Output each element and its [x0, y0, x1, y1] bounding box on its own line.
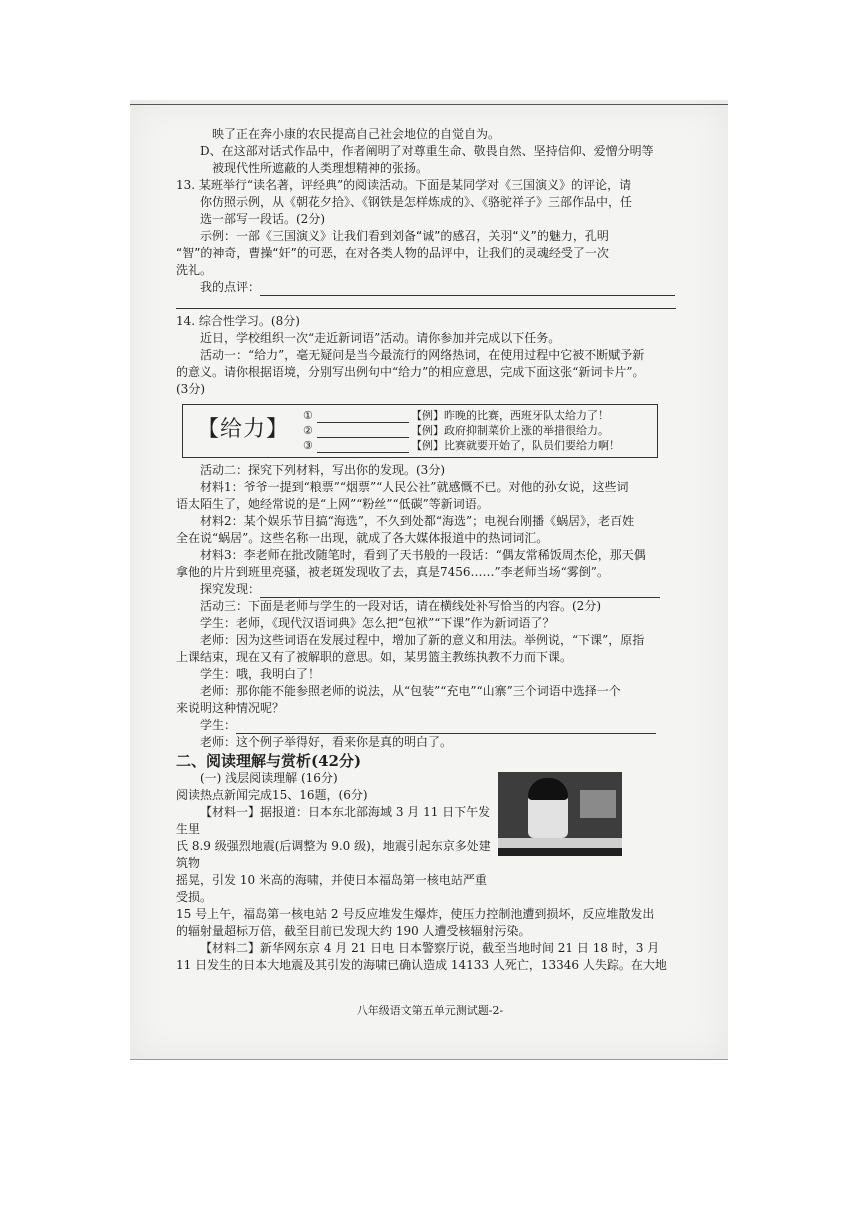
news-line: 的辐射量超标万倍，截至目前已发现大约 190 人遭受核辐射污染。 [176, 924, 531, 938]
activity1-line: (3分) [176, 382, 205, 396]
card-word: 【给力】 [197, 417, 290, 442]
activity1-line: 的意义。请你根据语境，分别写出例句中“给力”的相应意思，完成下面这张“新词卡片”。 [176, 365, 645, 379]
activity1-line: 活动一：“给力”，毫无疑问是当今最流行的网络热词，在使用过程中它被不断赋予新 [200, 348, 645, 362]
discovery-answer-line[interactable] [260, 585, 660, 598]
dialogue-line: 学生：哦，我明白了！ [200, 667, 321, 681]
card-example: 【例】昨晚的比赛，西班牙队太给力了！ [411, 409, 609, 422]
news-line: 摇晃，引发 10 米高的海啸，并使日本福岛第一核电站严重受损。 [176, 873, 487, 904]
page-footer: 八年级语文第五单元测试题-2- [356, 1004, 504, 1017]
question-12-13-block [176, 126, 676, 279]
my-comment-answer-line[interactable] [260, 283, 675, 296]
question-line: 选一部写一段话。(2分) [200, 212, 325, 226]
student-label: 学生： [200, 718, 237, 732]
material-line: 语太陌生了，她经常说的是“上网”“粉丝”“低碳”等新词语。 [176, 497, 489, 511]
dialogue-line: 老师：因为这些词语在发展过程中，增加了新的意义和用法。举例说，“下课”，原指 [200, 633, 645, 647]
dialogue-line: 老师：那你能不能参照老师的说法，从“包装”“充电”“山寨”三个词语中选择一个 [200, 684, 621, 698]
section-2-heading: 二、阅读理解与赏析(42分) [176, 752, 362, 770]
material-line: 拿他的片片到班里亮骚，被老斑发现收了去，真是7456……”李老师当场“雾倒”。 [176, 565, 609, 579]
q14-intro: 近日，学校组织一次“走近新词语”活动。请你参加并完成以下任务。 [200, 331, 561, 345]
card-row [303, 408, 648, 423]
page-content [176, 126, 676, 974]
teacher-closing: 老师：这个例子举得好，看来你是真的明白了。 [200, 735, 453, 749]
news-line: 【材料二】新华网东京 4 月 21 日电 日本警察厅说，截至当地时间 21 日 18 时，3 月 [200, 941, 660, 955]
news-line: 【材料一】据报道：日本东北部海域 3 月 11 日下午发生里 [176, 805, 491, 836]
question-line: 洗礼。 [176, 263, 213, 277]
my-comment-answer-line-2[interactable] [176, 298, 676, 309]
question-line: D、在这部对话式作品中，作者阐明了对尊重生命、敬畏自然、坚持信仰、爱憎分明等 [200, 144, 654, 158]
question-line: 示例：一部《三国演义》让我们看到刘备“诚”的感召，关羽“义”的魅力，孔明 [200, 229, 609, 243]
card-row-number: ① [303, 409, 313, 422]
material-line: 全在说“蜗居”。这些名称一出现，就成了各大媒体报道中的热词词汇。 [176, 531, 549, 545]
material-line: 材料3：李老师在批改随笔时，看到了天书般的一段话：“偶友常稀饭周杰伦，那天偶 [200, 548, 646, 562]
reading-intro: 阅读热点新闻完成15、16题，(6分) [176, 788, 368, 802]
activity3-title: 活动三：下面是老师与学生的一段对话，请在横线处补写恰当的内容。(2分) [200, 599, 602, 613]
card-row-number: ③ [303, 439, 313, 452]
material-line: 材料2：某个娱乐节目搞“海选”，不久到处都“海选”；电视台刚播《蜗居》，老百姓 [200, 514, 635, 528]
question-line: 13. 某班举行“读名著，评经典”的阅读活动。下面是某同学对《三国演义》的评论，请 [176, 178, 632, 192]
card-answer-blank[interactable] [317, 411, 409, 423]
discovery-label: 探究发现： [200, 582, 261, 596]
new-word-card [182, 404, 658, 458]
question-line: “智”的神奇，曹操“奸”的可恶，在对各类人物的品评中，让我们的灵魂经受了一次 [176, 246, 609, 260]
q14-title: 14. 综合性学习。(8分) [176, 314, 300, 328]
card-example: 【例】比赛就要开始了，队员们要给力啊！ [411, 439, 620, 452]
dialogue-block [176, 615, 676, 717]
question-line: 被现代性所遮蔽的人类理想精神的张扬。 [212, 161, 429, 175]
discovery-row [176, 581, 676, 598]
student-answer-row [176, 717, 676, 734]
news-material-1 [176, 804, 676, 940]
student-answer-line[interactable] [236, 721, 656, 734]
card-answer-blank[interactable] [317, 441, 409, 453]
my-comment-label: 我的点评： [200, 280, 261, 294]
question-line: 你仿照示例，从《朝花夕拾》、《钢铁是怎样炼成的》、《骆驼祥子》三部作品中，任 [200, 195, 633, 209]
card-row [303, 438, 648, 453]
dialogue-line: 学生：老师，《现代汉语词典》怎么把“包袱”“下课”作为新词语了？ [200, 616, 555, 630]
card-row-number: ② [303, 424, 313, 437]
activity2-title: 活动二：探究下列材料，写出你的发现。(3分) [200, 463, 445, 477]
card-answer-blank[interactable] [317, 426, 409, 438]
dialogue-line: 来说明这种情况呢？ [176, 701, 285, 715]
news-line: 15 号上午，福岛第一核电站 2 号反应堆发生爆炸，使压力控制池遭到损坏，反应堆散发出 [176, 907, 655, 921]
subsection-1-heading: (一) 浅层阅读理解 (16分) [200, 771, 338, 785]
card-example: 【例】政府抑制菜价上涨的举措很给力。 [411, 424, 609, 437]
news-line: 11 日发生的日本大地震及其引发的海啸已确认造成 14133 人死亡，13346 人失踪。在大地 [176, 958, 667, 972]
card-row [303, 423, 648, 438]
material-line: 材料1：爷爷一提到“粮票”“烟票”“人民公社”就感慨不已。对他的孙女说，这些词 [200, 480, 629, 494]
dialogue-line: 上课结束，现在又有了被解职的意思。如，某男篮主教练执教不力而下课。 [176, 650, 573, 664]
my-comment-row [176, 279, 676, 296]
news-line: 氏 8.9 级强烈地震(后调整为 9.0 级)，地震引起东京多处建筑物 [176, 839, 491, 870]
materials-block [176, 479, 676, 581]
news-material-2 [176, 940, 676, 974]
question-line: 映了正在奔小康的农民提高自己社会地位的自觉自为。 [212, 127, 501, 141]
